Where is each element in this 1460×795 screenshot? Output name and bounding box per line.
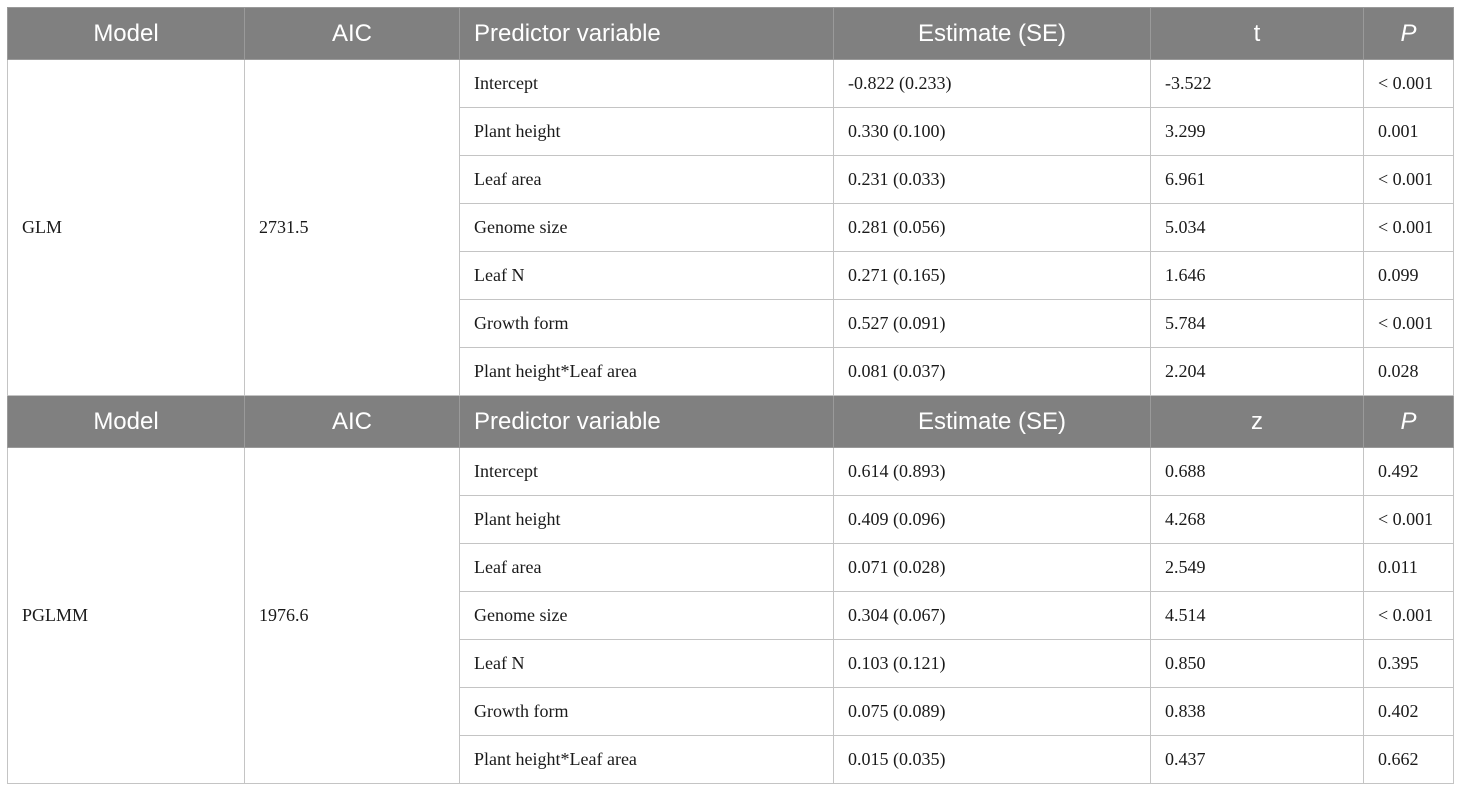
estimate-cell: -0.822 (0.233): [834, 60, 1151, 108]
predictor-cell: Genome size: [460, 204, 834, 252]
column-header-model: Model: [8, 8, 245, 60]
p-value-cell: 0.395: [1364, 640, 1454, 688]
statistic-cell: 1.646: [1151, 252, 1364, 300]
statistic-cell: 0.838: [1151, 688, 1364, 736]
statistic-cell: 4.268: [1151, 496, 1364, 544]
predictor-cell: Genome size: [460, 592, 834, 640]
statistic-cell: 6.961: [1151, 156, 1364, 204]
predictor-cell: Plant height*Leaf area: [460, 348, 834, 396]
estimate-cell: 0.409 (0.096): [834, 496, 1151, 544]
statistic-cell: 2.204: [1151, 348, 1364, 396]
column-header-model: Model: [8, 396, 245, 448]
p-value-cell: 0.001: [1364, 108, 1454, 156]
predictor-cell: Growth form: [460, 688, 834, 736]
predictor-cell: Intercept: [460, 448, 834, 496]
estimate-cell: 0.614 (0.893): [834, 448, 1151, 496]
estimate-cell: 0.071 (0.028): [834, 544, 1151, 592]
predictor-cell: Growth form: [460, 300, 834, 348]
aic-value-cell: 1976.6: [245, 448, 460, 784]
statistic-cell: 3.299: [1151, 108, 1364, 156]
statistic-cell: 4.514: [1151, 592, 1364, 640]
estimate-cell: 0.081 (0.037): [834, 348, 1151, 396]
model-name-cell: GLM: [8, 60, 245, 396]
predictor-cell: Plant height: [460, 496, 834, 544]
predictor-cell: Plant height: [460, 108, 834, 156]
header-row: [8, 8, 1454, 60]
column-header-predictor: Predictor variable: [460, 8, 834, 60]
p-value-cell: < 0.001: [1364, 300, 1454, 348]
statistic-cell: 2.549: [1151, 544, 1364, 592]
p-value-cell: 0.011: [1364, 544, 1454, 592]
estimate-cell: 0.271 (0.165): [834, 252, 1151, 300]
estimate-cell: 0.527 (0.091): [834, 300, 1151, 348]
p-value-cell: 0.492: [1364, 448, 1454, 496]
statistic-cell: 0.437: [1151, 736, 1364, 784]
predictor-cell: Leaf area: [460, 544, 834, 592]
statistic-cell: 5.034: [1151, 204, 1364, 252]
p-value-cell: < 0.001: [1364, 60, 1454, 108]
column-header-aic: AIC: [245, 396, 460, 448]
estimate-cell: 0.231 (0.033): [834, 156, 1151, 204]
p-value-cell: 0.662: [1364, 736, 1454, 784]
estimate-cell: 0.281 (0.056): [834, 204, 1151, 252]
estimate-cell: 0.015 (0.035): [834, 736, 1151, 784]
p-value-cell: 0.028: [1364, 348, 1454, 396]
table-body: [8, 8, 1454, 784]
column-header-statistic: t: [1151, 8, 1364, 60]
column-header-aic: AIC: [245, 8, 460, 60]
p-value-cell: < 0.001: [1364, 204, 1454, 252]
p-value-cell: < 0.001: [1364, 592, 1454, 640]
predictor-cell: Plant height*Leaf area: [460, 736, 834, 784]
statistic-cell: 0.688: [1151, 448, 1364, 496]
statistic-cell: 0.850: [1151, 640, 1364, 688]
column-header-p: P: [1364, 8, 1454, 60]
column-header-estimate: Estimate (SE): [834, 8, 1151, 60]
column-header-predictor: Predictor variable: [460, 396, 834, 448]
estimate-cell: 0.103 (0.121): [834, 640, 1151, 688]
estimate-cell: 0.330 (0.100): [834, 108, 1151, 156]
p-value-cell: < 0.001: [1364, 156, 1454, 204]
estimate-cell: 0.304 (0.067): [834, 592, 1151, 640]
predictor-cell: Intercept: [460, 60, 834, 108]
column-header-p: P: [1364, 396, 1454, 448]
p-value-cell: 0.099: [1364, 252, 1454, 300]
header-row: [8, 396, 1454, 448]
column-header-statistic: z: [1151, 396, 1364, 448]
table-row: [8, 448, 1454, 496]
column-header-estimate: Estimate (SE): [834, 396, 1151, 448]
statistic-cell: -3.522: [1151, 60, 1364, 108]
p-value-cell: < 0.001: [1364, 496, 1454, 544]
predictor-cell: Leaf N: [460, 640, 834, 688]
model-name-cell: PGLMM: [8, 448, 245, 784]
predictor-cell: Leaf area: [460, 156, 834, 204]
statistic-cell: 5.784: [1151, 300, 1364, 348]
predictor-cell: Leaf N: [460, 252, 834, 300]
table-row: [8, 60, 1454, 108]
aic-value-cell: 2731.5: [245, 60, 460, 396]
p-value-cell: 0.402: [1364, 688, 1454, 736]
estimate-cell: 0.075 (0.089): [834, 688, 1151, 736]
regression-table: [7, 7, 1454, 784]
